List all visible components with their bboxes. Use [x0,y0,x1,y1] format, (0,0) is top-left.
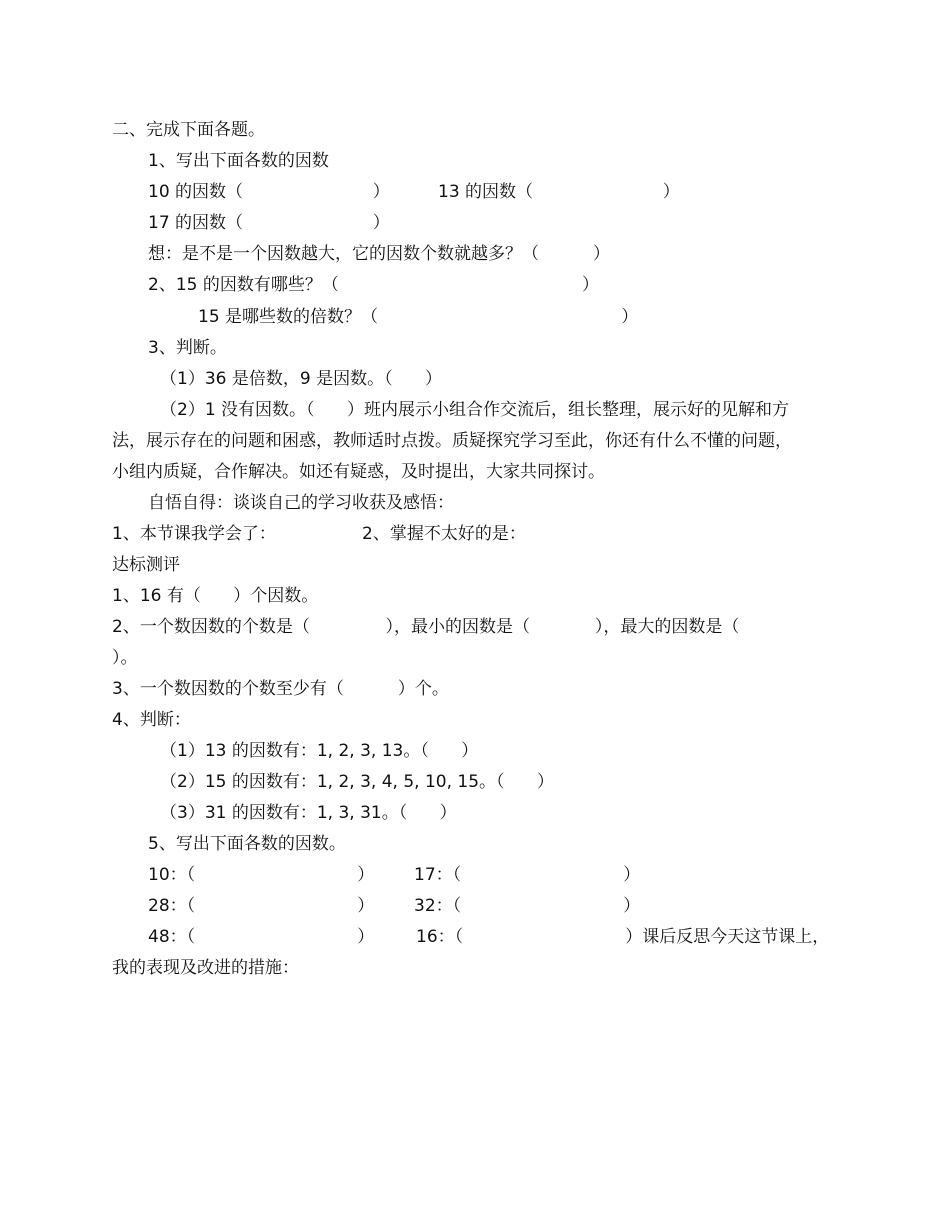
assessment-question-5-17: 17：（ ） [414,865,641,885]
assessment-question-5-32: 32：（ ） [414,896,641,916]
reflection-title: 自悟自得：谈谈自己的学习收获及感悟： [148,493,454,513]
section-heading: 二、完成下面各题。 [112,120,265,140]
assessment-question-4-title: 4、判断： [112,710,191,730]
question-1-think: 想：是不是一个因数越大，它的因数个数就越多？（ ） [148,244,611,264]
closing-line: 我的表现及改进的措施： [112,958,299,978]
paragraph-line-3: 小组内质疑，合作解决。如还有疑惑，及时提出，大家共同探讨。 [112,462,605,482]
question-3-item-1: （1）36 是倍数，9 是因数。（ ） [160,369,442,389]
question-3-title: 3、判断。 [148,338,227,358]
paragraph-line-2: 法，展示存在的问题和困惑，教师适时点拨。质疑探究学习至此，你还有什么不懂的问题， [112,431,792,451]
question-2-multiples-of: 15 是哪些数的倍数？（ ） [198,307,639,327]
question-1-factors-of-13: 13 的因数（ ） [438,182,680,202]
assessment-question-5-48: 48：（ ） [148,927,375,947]
question-2-factors-of-15: 2、15 的因数有哪些？（ ） [148,275,600,295]
assessment-question-5-28: 28：（ ） [148,896,375,916]
assessment-question-5-title: 5、写出下面各数的因数。 [148,834,346,854]
assessment-question-4-item-3: （3）31 的因数有：1, 3, 31。（ ） [160,803,457,823]
assessment-question-2: 2、一个数因数的个数是（ ），最小的因数是（ ），最大的因数是（ [112,617,740,637]
assessment-question-4-item-2: （2）15 的因数有：1, 2, 3, 4, 5, 10, 15。（ ） [160,772,554,792]
assessment-question-2-end: ）。 [112,648,138,668]
assessment-question-5-10: 10：（ ） [148,865,375,885]
assessment-question-5-16: 16：（ ）课后反思今天这节课上， [416,927,830,947]
question-1-factors-of-10: 10 的因数（ ） [148,182,390,202]
question-1-factors-of-17: 17 的因数（ ） [148,213,390,233]
assessment-question-3: 3、一个数因数的个数至少有（ ）个。 [112,679,449,699]
reflection-item-1: 1、本节课我学会了： [112,524,276,544]
reflection-item-2: 2、掌握不太好的是： [362,524,526,544]
question-1-title: 1、写出下面各数的因数 [148,151,329,171]
question-3-item-2: （2）1 没有因数。（ ）班内展示小组合作交流后，组长整理，展示好的见解和方 [160,400,789,420]
assessment-question-4-item-1: （1）13 的因数有：1, 2, 3, 13。（ ） [160,741,479,761]
assessment-title: 达标测评 [112,555,180,575]
assessment-question-1: 1、16 有（ ）个因数。 [112,586,319,606]
